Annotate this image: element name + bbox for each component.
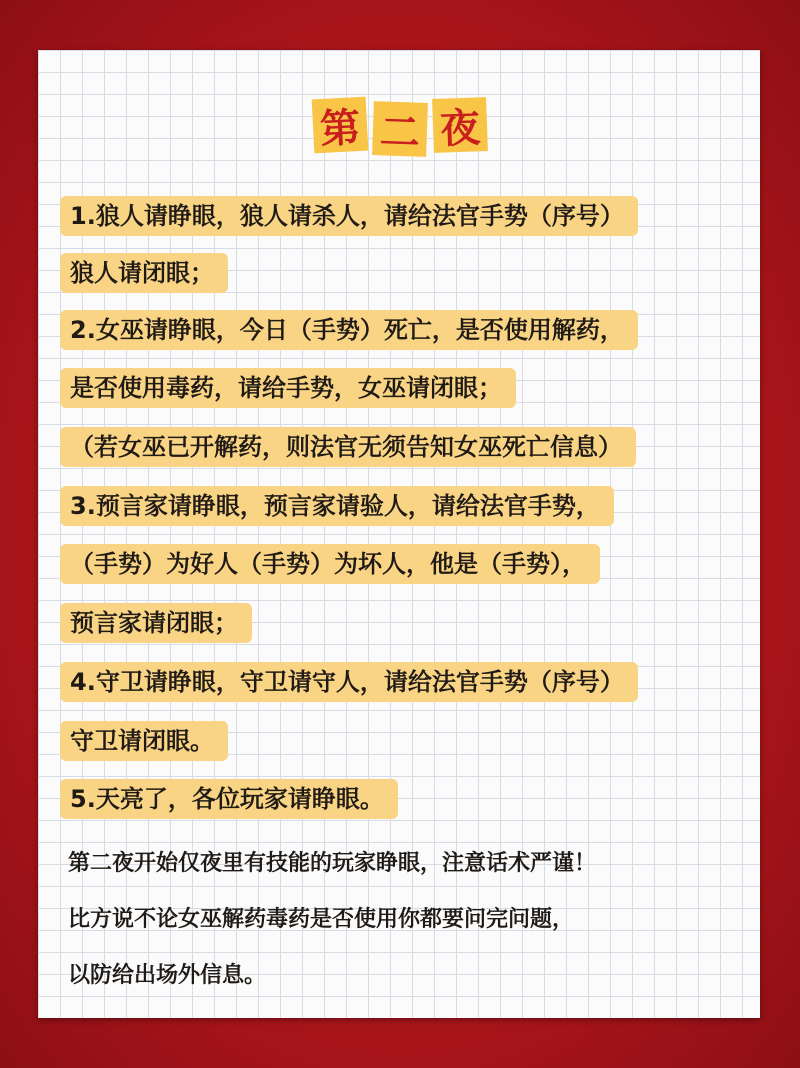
step-line: 是否使用毒药，请给手势，女巫请闭眼； <box>60 368 516 408</box>
step-line: 2.女巫请睁眼，今日（手势）死亡，是否使用解药， <box>60 310 638 350</box>
step-line: 4.守卫请睁眼，守卫请守人，请给法官手势（序号） <box>60 662 638 702</box>
title-char-2: 二 <box>372 101 428 157</box>
step-line: 1.狼人请睁眼，狼人请杀人，请给法官手势（序号） <box>60 196 638 236</box>
step-line: （若女巫已开解药，则法官无须告知女巫死亡信息） <box>60 427 636 467</box>
step-line: 预言家请闭眼； <box>60 603 252 643</box>
step-line: 狼人请闭眼； <box>60 253 228 293</box>
step-line: （手势）为好人（手势）为坏人，他是（手势）， <box>60 544 600 584</box>
step-line: 守卫请闭眼。 <box>60 721 228 761</box>
title-char-3: 夜 <box>432 97 488 153</box>
step-line: 5.天亮了，各位玩家请睁眼。 <box>60 779 398 819</box>
title-char-1: 第 <box>312 97 369 154</box>
note-line: 第二夜开始仅夜里有技能的玩家睁眼，注意话术严谨！ <box>68 851 597 876</box>
note-line: 比方说不论女巫解药毒药是否使用你都要问完问题， <box>68 907 575 932</box>
step-line: 3.预言家请睁眼，预言家请验人，请给法官手势， <box>60 486 614 526</box>
page-title <box>0 98 800 156</box>
note-line: 以防给出场外信息。 <box>68 963 267 988</box>
